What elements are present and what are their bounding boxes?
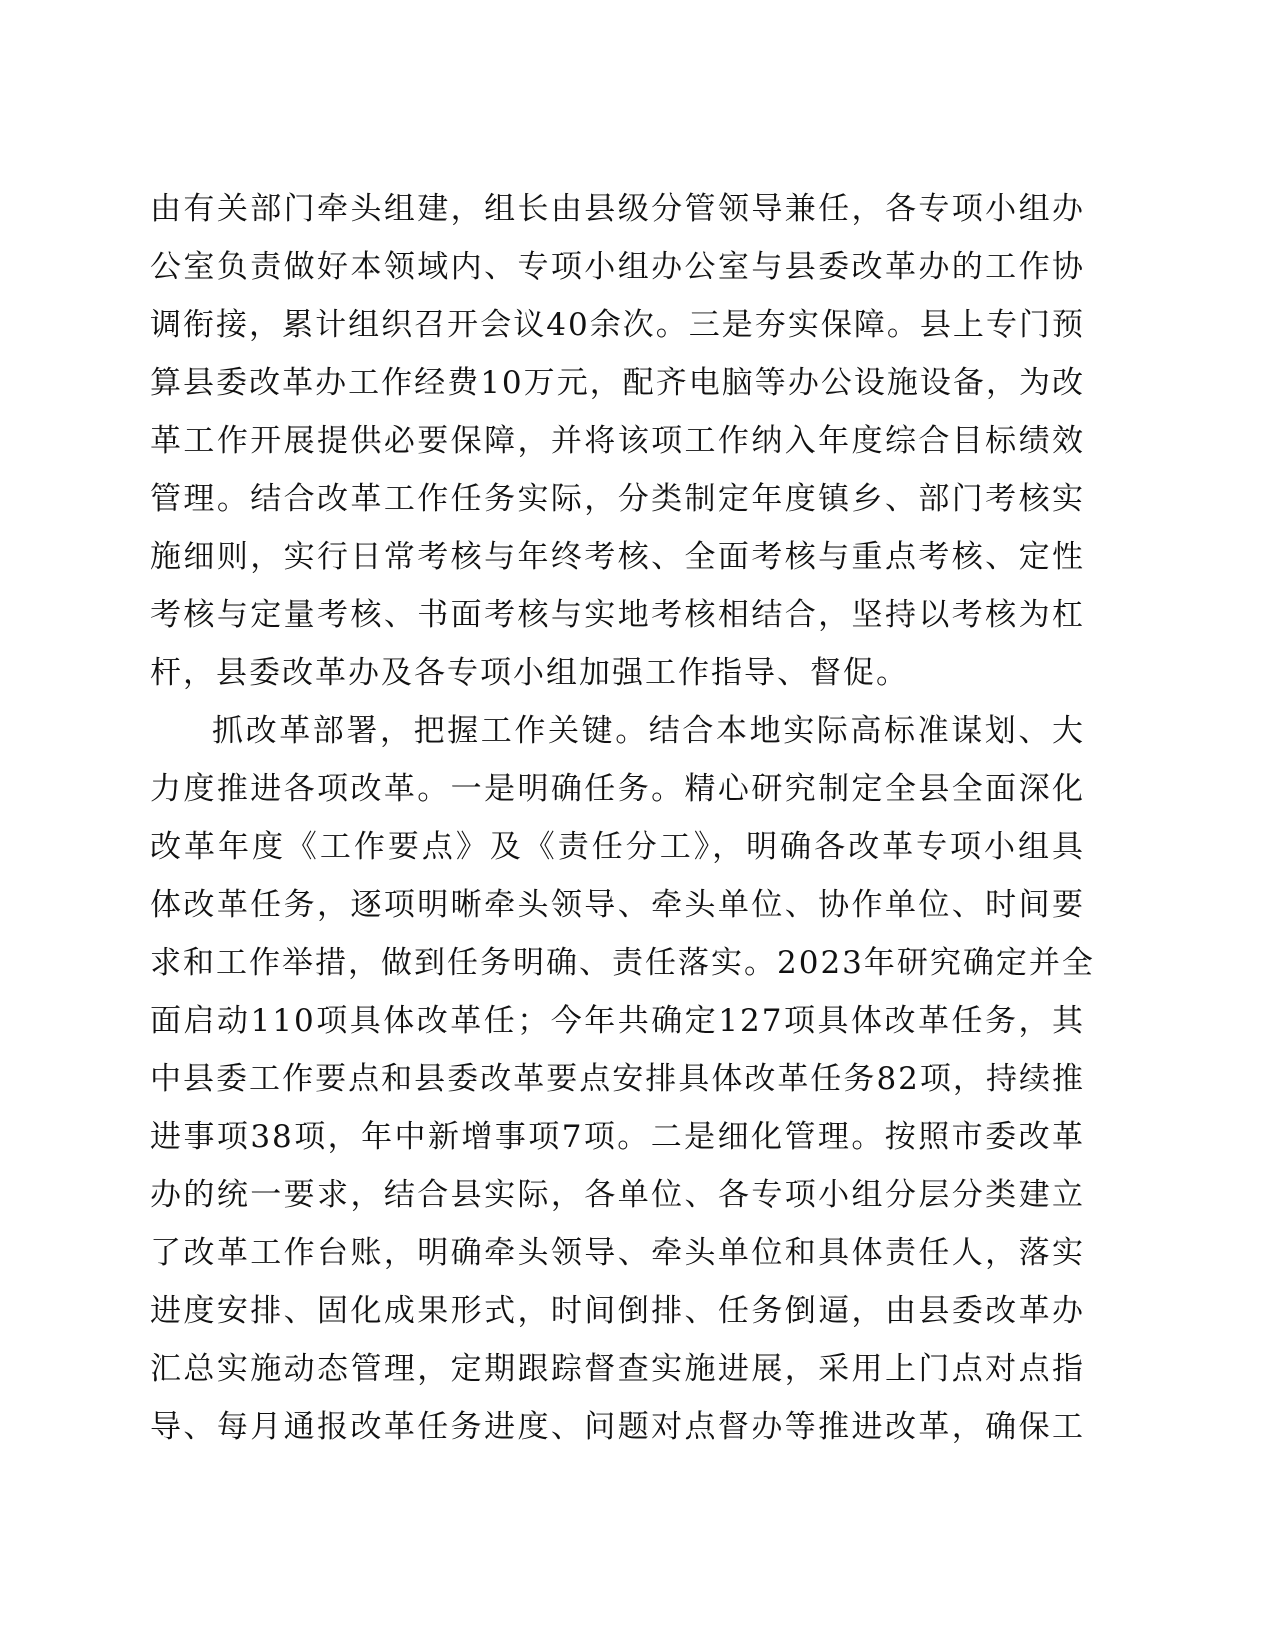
text-line: 办的统一要求，结合县实际，各单位、各专项小组分层分类建立: [150, 1177, 1085, 1213]
text-line: 进事项38项，年中新增事项7项。二是细化管理。按照市委改革: [150, 1119, 1085, 1155]
paragraph-2: [150, 702, 1095, 1456]
text-line: 体改革任务，逐项明晰牵头领导、牵头单位、协作单位、时间要: [150, 887, 1085, 923]
text-line: 革工作开展提供必要保障，并将该项工作纳入年度综合目标绩效: [150, 423, 1085, 459]
text-line: 汇总实施动态管理，定期跟踪督查实施进展，采用上门点对点指: [150, 1351, 1085, 1387]
text-line: 调衔接，累计组织召开会议40余次。三是夯实保障。县上专门预: [150, 307, 1085, 343]
text-line: 算县委改革办工作经费10万元，配齐电脑等办公设施设备，为改: [150, 365, 1085, 401]
text-line: 中县委工作要点和县委改革要点安排具体改革任务82项，持续推: [150, 1061, 1085, 1097]
text-line: 抓改革部署，把握工作关键。结合本地实际高标准谋划、大: [212, 713, 1085, 749]
document-body: [150, 180, 1095, 1456]
text-line: 杆，县委改革办及各专项小组加强工作指导、督促。: [150, 655, 909, 691]
text-line: 导、每月通报改革任务进度、问题对点督办等推进改革，确保工: [150, 1409, 1085, 1445]
text-line: 进度安排、固化成果形式，时间倒排、任务倒逼，由县委改革办: [150, 1293, 1085, 1329]
text-line: 施细则，实行日常考核与年终考核、全面考核与重点考核、定性: [150, 539, 1085, 575]
text-line: 了改革工作台账，明确牵头领导、牵头单位和具体责任人，落实: [150, 1235, 1085, 1271]
paragraph-1: [150, 180, 1085, 702]
text-line: 面启动110项具体改革任；今年共确定127项具体改革任务，其: [150, 1003, 1085, 1039]
text-line: 由有关部门牵头组建，组长由县级分管领导兼任，各专项小组办: [150, 191, 1085, 227]
text-line: 改革年度《工作要点》及《责任分工》，明确各改革专项小组具: [150, 829, 1085, 865]
text-line: 公室负责做好本领域内、专项小组办公室与县委改革办的工作协: [150, 249, 1085, 285]
text-line: 管理。结合改革工作任务实际，分类制定年度镇乡、部门考核实: [150, 481, 1085, 517]
text-line: 求和工作举措，做到任务明确、责任落实。2023年研究确定并全: [150, 945, 1095, 981]
text-line: 力度推进各项改革。一是明确任务。精心研究制定全县全面深化: [150, 771, 1085, 807]
text-line: 考核与定量考核、书面考核与实地考核相结合，坚持以考核为杠: [150, 597, 1085, 633]
